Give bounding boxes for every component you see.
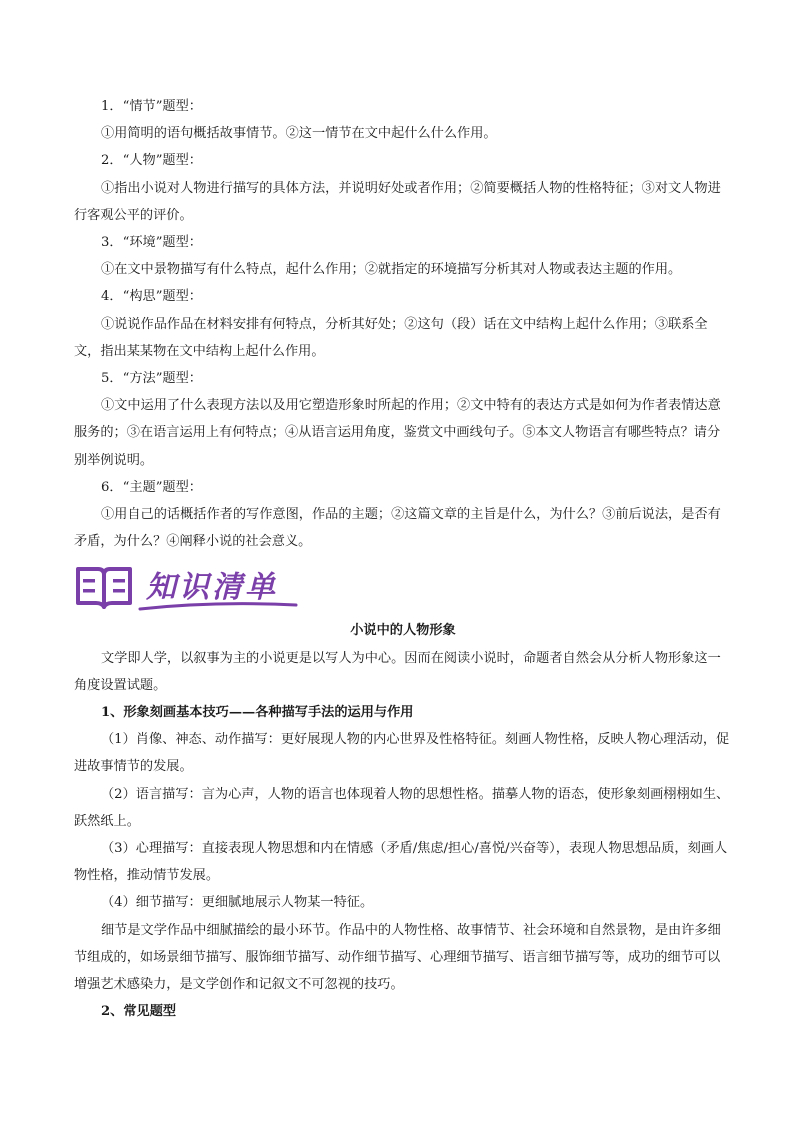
knowledge-intro: 文学即人学，以叙事为主的小说更是以写人为中心。因而在阅读小说时，命题者自然会从分析人物形象这一角度设置试题。 bbox=[74, 650, 721, 693]
section-body: ①在文中景物描写有什么特点，起什么作用；②就指定的环境描写分析其对人物或表达主题的作用。 bbox=[101, 262, 682, 278]
document-content bbox=[74, 93, 732, 1026]
question-type-section bbox=[74, 93, 732, 147]
section-body: ①用简明的语句概括故事情节。②这一情节在文中起什么什么作用。 bbox=[101, 126, 497, 142]
section-title: 5．“方法”题型： bbox=[101, 371, 202, 387]
technique-item: （4）细节描写：更细腻地展示人物某一特征。 bbox=[101, 895, 374, 911]
section-body: ①文中运用了什么表现方法以及用它塑造形象时所起的作用；②文中特有的表达方式是如何为作者表情达意服务的；③在语言运用上有何特点；④从语言运用角度，鉴赏文中画线句子。⑤本文人物语言有哪些特点？请分别举例说明。 bbox=[74, 398, 721, 468]
banner-graphic bbox=[74, 563, 314, 617]
section-body: ①说说作品作品在材料安排有何特点，分析其好处；②这句（段）话在文中结构上起什么作用；③联系全文，指出某某物在文中结构上起什么作用。 bbox=[74, 316, 708, 359]
detail-paragraph: 细节是文学作品中细腻描绘的最小环节。作品中的人物性格、故事情节、社会环境和自然景物，是由许多细节组成的，如场景细节描写、服饰细节描写、动作细节描写、心理细节描写、语言细节描写等，成功的细节可以增强艺术感染力，是文学创作和记叙文不可忽视的技巧。 bbox=[74, 922, 721, 993]
section-title: 1．“情节”题型： bbox=[101, 99, 202, 114]
section-body: ①用自己的话概括作者的写作意图，作品的主题；②这篇文章的主旨是什么，为什么？③前后说法，是否有矛盾，为什么？④阐释小说的社会意义。 bbox=[74, 507, 721, 550]
section-title: 6．“主题”题型： bbox=[101, 479, 202, 495]
technique-item: （1）肖像、神态、动作描写：更好展现人物的内心世界及性格特征。刻画人物性格，反映人物心理活动，促进故事情节的发展。 bbox=[74, 732, 730, 775]
section-title: 3．“环境”题型： bbox=[101, 235, 202, 251]
section-title: 4．“构思”题型： bbox=[101, 289, 202, 305]
question-type-section bbox=[74, 474, 732, 556]
technique-item: （2）语言描写：言为心声，人物的语言也体现着人物的思想性格。描摹人物的语态，使形象刻画栩栩如生、跃然纸上。 bbox=[74, 786, 730, 829]
knowledge-list-banner bbox=[74, 563, 732, 617]
knowledge-heading-1: 1、形象刻画基本技巧——各种描写手法的运用与作用 bbox=[101, 705, 414, 721]
question-type-section bbox=[74, 229, 732, 283]
question-type-section bbox=[74, 147, 732, 229]
question-type-section bbox=[74, 365, 732, 474]
book-icon bbox=[78, 569, 130, 607]
knowledge-heading-2: 2、常见题型 bbox=[101, 1004, 177, 1020]
banner-label: 知识清单 bbox=[146, 570, 278, 606]
technique-item: （3）心理描写：直接表现人物思想和内在情感（矛盾/焦虑/担心/喜悦/兴奋等），表现人物思想品质，刻画人物性格，推动情节发展。 bbox=[74, 841, 728, 884]
section-body: ①指出小说对人物进行描写的具体方法，并说明好处或者作用；②简要概括人物的性格特征；③对文人物进行客观公平的评价。 bbox=[74, 180, 721, 223]
section-title: 2．“人物”题型： bbox=[101, 153, 202, 169]
question-type-section bbox=[74, 283, 732, 365]
knowledge-title: 小说中的人物形象 bbox=[350, 623, 456, 639]
